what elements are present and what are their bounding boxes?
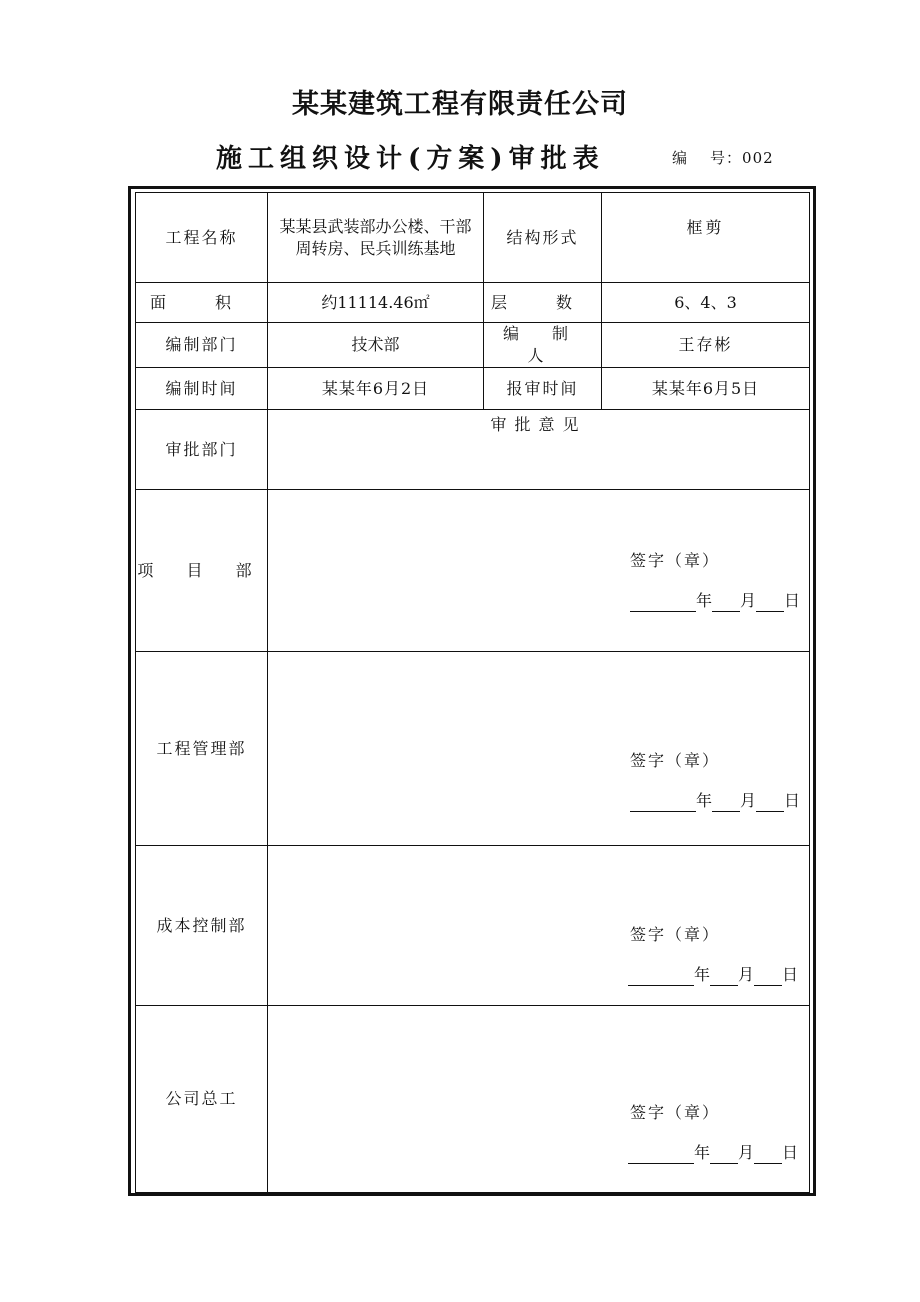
date-line	[630, 590, 800, 612]
area-label: 面 积	[136, 283, 268, 323]
month-blank[interactable]	[710, 1145, 738, 1164]
approval-form-table	[135, 192, 810, 1193]
table-row	[136, 323, 810, 368]
year-label: 年	[696, 591, 713, 610]
approval-dept-name: 公司总工	[136, 1006, 268, 1193]
month-label: 月	[740, 791, 757, 810]
approval-form-frame	[128, 186, 816, 1196]
dept-label: 编制部门	[136, 323, 268, 368]
signature-label: 签字（章）	[630, 1103, 721, 1122]
approval-row-project	[136, 490, 810, 652]
approval-opinion-cell[interactable]	[268, 1006, 810, 1193]
serial-label-2: 号：	[710, 149, 743, 167]
structure-label: 结构形式	[484, 193, 602, 283]
year-blank[interactable]	[630, 793, 696, 812]
table-row	[136, 368, 810, 410]
date-value: 某某年6月2日	[268, 368, 484, 410]
day-blank[interactable]	[754, 967, 782, 986]
day-label: 日	[782, 965, 799, 984]
year-blank[interactable]	[628, 1145, 694, 1164]
approval-opinion-cell[interactable]	[268, 846, 810, 1006]
table-row	[136, 283, 810, 323]
year-label: 年	[694, 1143, 711, 1162]
year-blank[interactable]	[630, 593, 696, 612]
month-blank[interactable]	[710, 967, 738, 986]
serial-label-1: 编	[672, 149, 689, 167]
signature-label: 签字（章）	[630, 925, 721, 944]
day-blank[interactable]	[756, 593, 784, 612]
day-blank[interactable]	[754, 1145, 782, 1164]
serial-number	[672, 147, 774, 168]
approval-opinion-cell[interactable]	[268, 652, 810, 846]
form-title: 施工组织设计(方案)审批表	[216, 144, 605, 174]
submit-value: 某某年6月5日	[602, 368, 810, 410]
month-blank[interactable]	[712, 793, 740, 812]
month-blank[interactable]	[712, 593, 740, 612]
table-row	[136, 410, 810, 490]
day-blank[interactable]	[756, 793, 784, 812]
year-label: 年	[694, 965, 711, 984]
author-value: 王存彬	[602, 323, 810, 368]
project-name-value: 某某县武装部办公楼、干部周转房、民兵训练基地	[268, 193, 484, 283]
approval-dept-label: 审批部门	[136, 410, 268, 490]
floors-value: 6、4、3	[602, 283, 810, 323]
signature-label: 签字（章）	[630, 551, 721, 570]
approval-dept-name: 工程管理部	[136, 652, 268, 846]
table-row	[136, 193, 810, 283]
date-line	[628, 1142, 798, 1164]
day-label: 日	[782, 1143, 799, 1162]
serial-value: 002	[742, 149, 774, 167]
company-name: 某某建筑工程有限责任公司	[292, 89, 628, 120]
approval-dept-name: 项 目 部	[136, 490, 268, 652]
dept-value: 技术部	[268, 323, 484, 368]
year-label: 年	[696, 791, 713, 810]
date-line	[628, 964, 798, 986]
approval-opinion-cell[interactable]	[268, 490, 810, 652]
month-label: 月	[738, 1143, 755, 1162]
month-label: 月	[740, 591, 757, 610]
month-label: 月	[738, 965, 755, 984]
signature-label: 签字（章）	[630, 751, 721, 770]
approval-opinion-label: 审批意见	[268, 410, 810, 490]
approval-row-cost	[136, 846, 810, 1006]
structure-value: 框剪	[602, 193, 810, 283]
approval-row-chief-engineer	[136, 1006, 810, 1193]
date-label: 编制时间	[136, 368, 268, 410]
submit-label: 报审时间	[484, 368, 602, 410]
project-name-label: 工程名称	[136, 193, 268, 283]
day-label: 日	[784, 791, 801, 810]
author-label: 编 制 人	[484, 323, 602, 368]
approval-dept-name: 成本控制部	[136, 846, 268, 1006]
date-line	[630, 790, 800, 812]
floors-label: 层 数	[484, 283, 602, 323]
area-value: 约11114.46㎡	[268, 283, 484, 323]
day-label: 日	[784, 591, 801, 610]
approval-row-engineering	[136, 652, 810, 846]
year-blank[interactable]	[628, 967, 694, 986]
